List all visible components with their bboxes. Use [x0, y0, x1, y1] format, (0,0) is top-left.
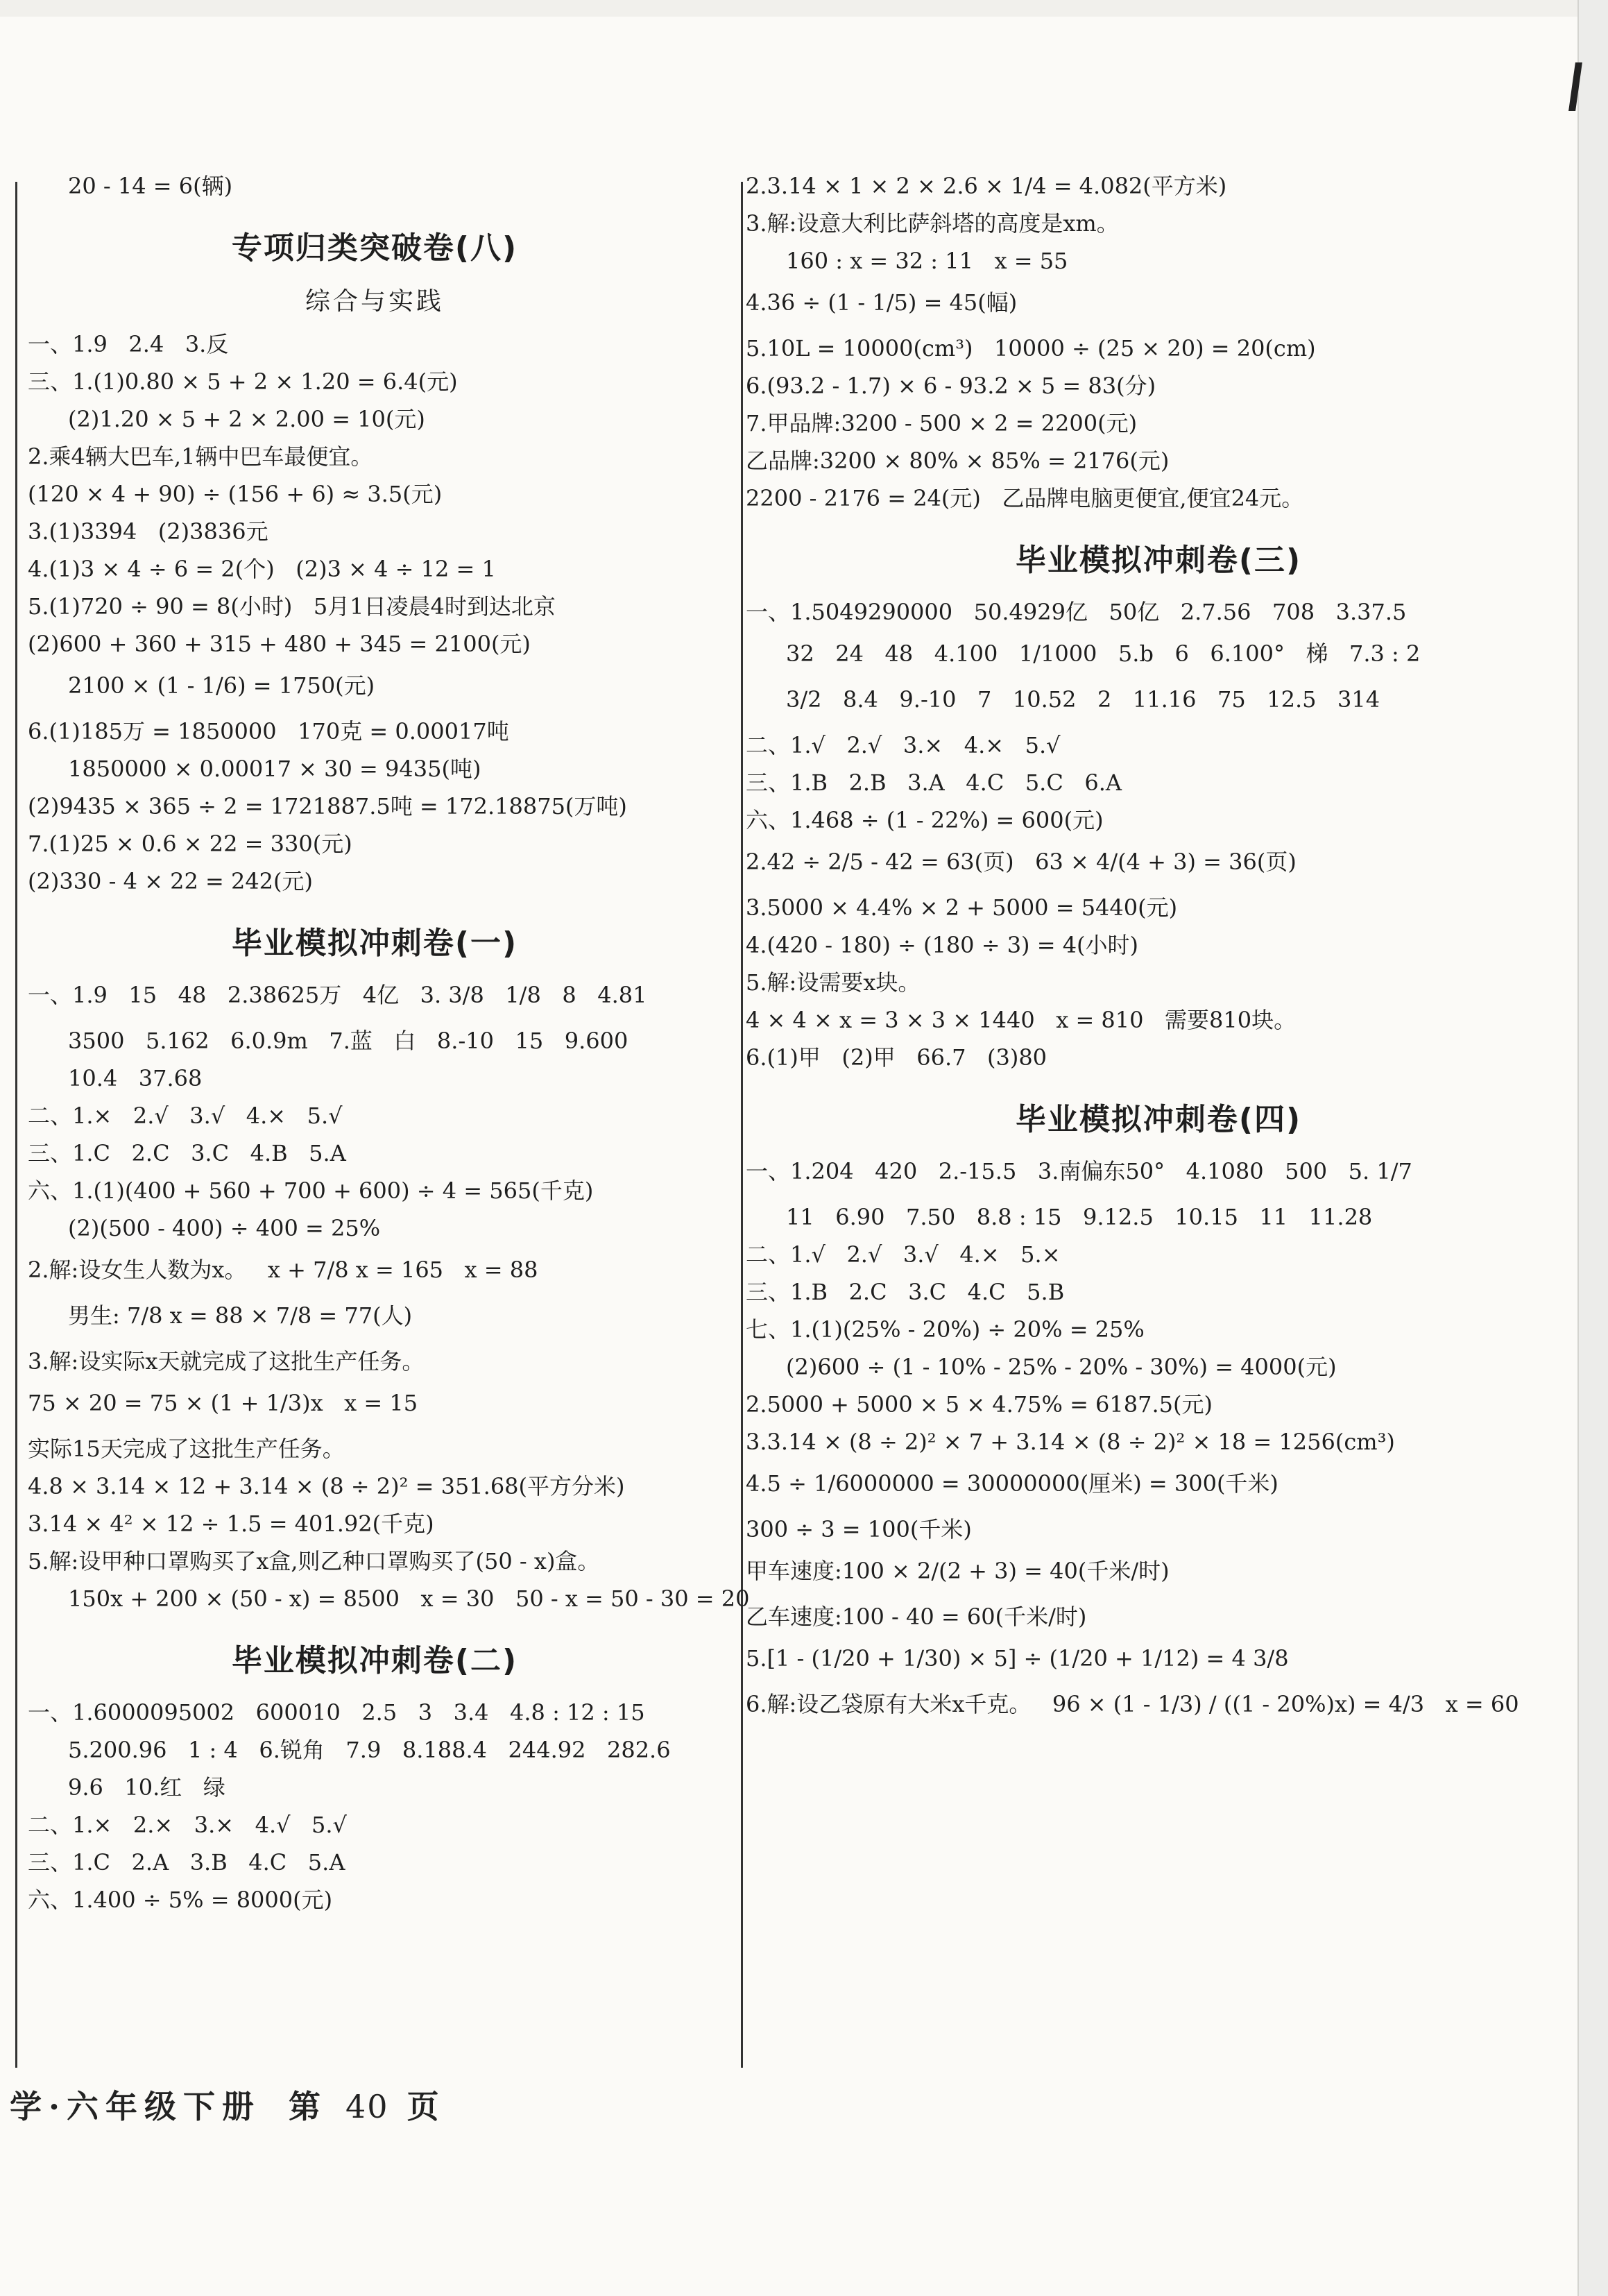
section-title: 毕业模拟冲刺卷(四): [1015, 1102, 1302, 1137]
answer-line: 2100 × (1 - 1/6) = 1750(元): [68, 672, 375, 699]
answer-line: 32 24 48 4.100 1/1000 5.b 6 6.100° 梯 7.3 : 2: [786, 640, 1421, 667]
answer-line: 7.甲品牌:3200 - 500 × 2 = 2200(元): [746, 410, 1138, 436]
answer-line: 5.解:设甲种口罩购买了x盒,则乙种口罩购买了(50 - x)盒。: [28, 1548, 600, 1574]
section-title: 毕业模拟冲刺卷(三): [1015, 543, 1302, 578]
answer-line: 20 - 14 = 6(辆): [68, 173, 233, 199]
answer-line: 一、1.9 15 48 2.38625万 4亿 3. 3/8 1/8 8 4.81: [28, 982, 647, 1008]
left-margin-rule: [15, 182, 17, 2068]
answer-line: 六、1.(1)(400 + 560 + 700 + 600) ÷ 4 = 565(千克): [28, 1177, 594, 1204]
answer-line: 5.(1)720 ÷ 90 = 8(小时) 5月1日凌晨4时到达北京: [28, 593, 556, 620]
answer-line: 3.解:设实际x天就完成了这批生产任务。: [28, 1348, 425, 1375]
answer-line: 3.解:设意大利比萨斜塔的高度是xm。: [746, 210, 1119, 237]
answer-line: 三、1.(1)0.80 × 5 + 2 × 1.20 = 6.4(元): [28, 368, 458, 395]
answer-line: 3.14 × 4² × 12 ÷ 1.5 = 401.92(千克): [28, 1511, 434, 1537]
section-title: 毕业模拟冲刺卷(一): [231, 926, 518, 961]
answer-line: 6.(93.2 - 1.7) × 6 - 93.2 × 5 = 83(分): [746, 373, 1156, 399]
left-column: [28, 173, 750, 1925]
answer-line: 3.(1)3394 (2)3836元: [28, 518, 268, 545]
answer-line: 5.10L = 10000(cm³) 10000 ÷ (25 × 20) = 20(cm): [746, 335, 1316, 362]
answer-line: 4.(420 - 180) ÷ (180 ÷ 3) = 4(小时): [746, 932, 1139, 958]
answer-line: 6.解:设乙袋原有大米x千克。 96 × (1 - 1/3) / ((1 - 20%)x) = 4/3 x = 60: [746, 1691, 1519, 1717]
answer-line: 实际15天完成了这批生产任务。: [28, 1436, 345, 1462]
answer-line: 6.(1)甲 (2)甲 66.7 (3)80: [746, 1044, 1047, 1071]
section-title: 专项归类突破卷(八): [231, 230, 518, 266]
answer-line: 一、1.204 420 2.-15.5 3.南偏东50° 4.1080 500 5. 1/7: [746, 1158, 1412, 1184]
answer-line: (2)9435 × 365 ÷ 2 = 1721887.5吨 = 172.18875(万吨): [28, 793, 627, 819]
answer-line: (2)(500 - 400) ÷ 400 = 25%: [68, 1215, 381, 1241]
answer-line: 3.5000 × 4.4% × 2 + 5000 = 5440(元): [746, 894, 1178, 921]
answer-line: 2.3.14 × 1 × 2 × 2.6 × 1/4 = 4.082(平方米): [746, 173, 1227, 199]
answer-line: 4.5 ÷ 1/6000000 = 30000000(厘米) = 300(千米): [746, 1470, 1278, 1497]
answer-line: 5.200.96 1 : 4 6.锐角 7.9 8.188.4 244.92 282.6: [68, 1737, 671, 1763]
answer-line: 6.(1)185万 = 1850000 170克 = 0.00017吨: [28, 718, 509, 745]
answer-line: 10.4 37.68: [68, 1065, 203, 1091]
answer-line: 4.8 × 3.14 × 12 + 3.14 × (8 ÷ 2)² = 351.68(平方分米): [28, 1473, 625, 1499]
answer-line: (2)600 ÷ (1 - 10% - 25% - 20% - 30%) = 4000(元): [786, 1354, 1337, 1380]
answer-line: 一、1.5049290000 50.4929亿 50亿 2.7.56 708 3.37.5: [746, 599, 1407, 625]
answer-line: 一、1.9 2.4 3.反: [28, 331, 229, 357]
answer-line: (2)600 + 360 + 315 + 480 + 345 = 2100(元): [28, 631, 531, 657]
section-title: 毕业模拟冲刺卷(二): [231, 1643, 518, 1678]
answer-line: 二、1.× 2.× 3.× 4.√ 5.√: [28, 1812, 347, 1838]
answer-line: 11 6.90 7.50 8.8 : 15 9.12.5 10.15 11 11.28: [786, 1204, 1373, 1230]
answer-line: 2.解:设女生人数为x。 x + 7/8 x = 165 x = 88: [28, 1257, 538, 1283]
footer-page-number: 40: [345, 2088, 389, 2125]
footer-book-label: 学·六年级下册: [10, 2088, 262, 2125]
answer-line: 3/2 8.4 9.-10 7 10.52 2 11.16 75 12.5 314: [786, 686, 1380, 713]
answer-line: (2)330 - 4 × 22 = 242(元): [28, 868, 314, 894]
answer-line: (120 × 4 + 90) ÷ (156 + 6) ≈ 3.5(元): [28, 481, 443, 507]
scan-right-edge: [1577, 0, 1608, 2296]
answer-line: 4.36 ÷ (1 - 1/5) = 45(幅): [746, 289, 1018, 316]
answer-line: 150x + 200 × (50 - x) = 8500 x = 30 50 - x = 50 - 30 = 20: [68, 1585, 750, 1612]
answer-line: 1850000 × 0.00017 × 30 = 9435(吨): [68, 756, 481, 782]
answer-line: 5.解:设需要x块。: [746, 969, 921, 996]
answer-line: 乙车速度:100 - 40 = 60(千米/时): [746, 1604, 1087, 1630]
answer-line: 3500 5.162 6.0.9m 7.蓝 白 8.-10 15 9.600: [68, 1028, 628, 1054]
answer-line: 2.5000 + 5000 × 5 × 4.75% = 6187.5(元): [746, 1391, 1213, 1418]
answer-line: (2)1.20 × 5 + 2 × 2.00 = 10(元): [68, 406, 425, 432]
answer-line: 六、1.400 ÷ 5% = 8000(元): [28, 1887, 333, 1913]
answer-line: 一、1.6000095002 600010 2.5 3 3.4 4.8 : 12 : 15: [28, 1699, 645, 1726]
answer-line: 六、1.468 ÷ (1 - 22%) = 600(元): [746, 807, 1104, 833]
answer-line: 4 × 4 × x = 3 × 3 × 1440 x = 810 需要810块。: [746, 1007, 1297, 1033]
answer-line: 160 : x = 32 : 11 x = 55: [786, 248, 1068, 274]
answer-line: 7.(1)25 × 0.6 × 22 = 330(元): [28, 831, 352, 857]
answer-line: 男生: 7/8 x = 88 × 7/8 = 77(人): [68, 1302, 413, 1329]
answer-line: 5.[1 - (1/20 + 1/30) × 5] ÷ (1/20 + 1/12) = 4 3/8: [746, 1645, 1289, 1672]
answer-line: 4.(1)3 × 4 ÷ 6 = 2(个) (2)3 × 4 ÷ 12 = 1: [28, 556, 496, 582]
answer-line: 甲车速度:100 × 2/(2 + 3) = 40(千米/时): [746, 1558, 1170, 1584]
answer-line: 三、1.C 2.C 3.C 4.B 5.A: [28, 1140, 346, 1166]
answer-line: 乙品牌:3200 × 80% × 85% = 2176(元): [746, 448, 1170, 474]
answer-line: 2.乘4辆大巴车,1辆中巴车最便宜。: [28, 443, 373, 470]
right-column: [746, 173, 1571, 1737]
answer-line: 2.42 ÷ 2/5 - 42 = 63(页) 63 × 4/(4 + 3) = 36(页): [746, 849, 1297, 875]
footer-page-suffix: 页: [407, 2088, 446, 2125]
answer-line: 二、1.√ 2.√ 3.√ 4.× 5.×: [746, 1241, 1061, 1268]
page-footer: [0, 2082, 446, 2137]
scan-top-strip: [0, 0, 1579, 17]
answer-line: 三、1.C 2.A 3.B 4.C 5.A: [28, 1849, 345, 1876]
footer-page-prefix: 第: [289, 2088, 328, 2125]
answer-line: 300 ÷ 3 = 100(千米): [746, 1516, 972, 1542]
answer-line: 二、1.√ 2.√ 3.× 4.× 5.√: [746, 732, 1061, 758]
answer-line: 75 × 20 = 75 × (1 + 1/3)x x = 15: [28, 1390, 418, 1416]
answer-line: 3.3.14 × (8 ÷ 2)² × 7 + 3.14 × (8 ÷ 2)² × 18 = 1256(cm³): [746, 1429, 1395, 1455]
answer-line: 三、1.B 2.B 3.A 4.C 5.C 6.A: [746, 769, 1122, 796]
column-divider: [741, 182, 743, 2068]
answer-line: 二、1.× 2.√ 3.√ 4.× 5.√: [28, 1103, 343, 1129]
answer-line: 9.6 10.红 绿: [68, 1774, 225, 1801]
section-subtitle: 综合与实践: [305, 287, 444, 316]
answer-line: 2200 - 2176 = 24(元) 乙品牌电脑更便宜,便宜24元。: [746, 485, 1304, 511]
answer-line: 七、1.(1)(25% - 20%) ÷ 20% = 25%: [746, 1316, 1145, 1343]
answer-line: 三、1.B 2.C 3.C 4.C 5.B: [746, 1279, 1065, 1305]
